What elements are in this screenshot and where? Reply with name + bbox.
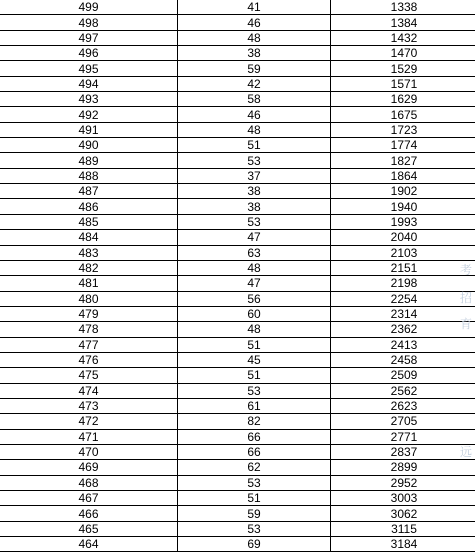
count-cell: 66	[178, 444, 331, 459]
score-cell: 493	[0, 92, 178, 107]
score-cell: 498	[0, 15, 178, 30]
score-cell: 481	[0, 276, 178, 291]
count-cell: 46	[178, 107, 331, 122]
count-cell: 38	[178, 184, 331, 199]
table-row	[0, 107, 475, 122]
score-cell: 469	[0, 460, 178, 475]
score-cell: 492	[0, 107, 178, 122]
table-row	[0, 398, 475, 413]
score-cell: 467	[0, 491, 178, 506]
count-cell: 59	[178, 61, 331, 76]
cumulative-cell: 2509	[331, 368, 475, 383]
cumulative-cell: 1571	[331, 76, 475, 91]
count-cell: 58	[178, 92, 331, 107]
cumulative-cell: 1902	[331, 184, 475, 199]
table-row	[0, 153, 475, 168]
table-row	[0, 30, 475, 45]
cumulative-cell: 1827	[331, 153, 475, 168]
count-cell: 53	[178, 475, 331, 490]
count-cell: 38	[178, 46, 331, 61]
count-cell: 51	[178, 337, 331, 352]
table-row	[0, 76, 475, 91]
score-cell: 485	[0, 214, 178, 229]
count-cell: 53	[178, 383, 331, 398]
cumulative-cell: 2899	[331, 460, 475, 475]
table-row	[0, 61, 475, 76]
count-cell: 48	[178, 322, 331, 337]
count-cell: 38	[178, 199, 331, 214]
score-cell: 487	[0, 184, 178, 199]
count-cell: 41	[178, 0, 331, 15]
watermark-char: 远	[460, 445, 473, 459]
table-row	[0, 0, 475, 15]
cumulative-cell: 2705	[331, 414, 475, 429]
count-cell: 60	[178, 306, 331, 321]
count-cell: 53	[178, 153, 331, 168]
score-cell: 474	[0, 383, 178, 398]
cumulative-cell: 2254	[331, 291, 475, 306]
score-cell: 471	[0, 429, 178, 444]
watermark-char: 育	[460, 317, 473, 331]
table-row	[0, 199, 475, 214]
table-row	[0, 230, 475, 245]
score-cell: 496	[0, 46, 178, 61]
cumulative-cell: 2562	[331, 383, 475, 398]
cumulative-cell: 1723	[331, 122, 475, 137]
score-cell: 464	[0, 537, 178, 552]
score-cell: 488	[0, 168, 178, 183]
table-row	[0, 15, 475, 30]
count-cell: 53	[178, 214, 331, 229]
cumulative-cell: 1338	[331, 0, 475, 15]
table-row	[0, 429, 475, 444]
score-cell: 482	[0, 260, 178, 275]
score-cell: 478	[0, 322, 178, 337]
count-cell: 46	[178, 15, 331, 30]
score-cell: 472	[0, 414, 178, 429]
cumulative-cell: 2040	[331, 230, 475, 245]
score-cell: 477	[0, 337, 178, 352]
score-cell: 486	[0, 199, 178, 214]
table-row	[0, 122, 475, 137]
score-cell: 490	[0, 138, 178, 153]
cumulative-cell: 2314	[331, 306, 475, 321]
count-cell: 47	[178, 276, 331, 291]
score-cell: 475	[0, 368, 178, 383]
score-cell: 484	[0, 230, 178, 245]
count-cell: 37	[178, 168, 331, 183]
count-cell: 63	[178, 245, 331, 260]
table-row	[0, 245, 475, 260]
cumulative-cell: 2952	[331, 475, 475, 490]
count-cell: 48	[178, 122, 331, 137]
cumulative-cell: 2771	[331, 429, 475, 444]
table-row	[0, 337, 475, 352]
score-cell: 495	[0, 61, 178, 76]
table-row	[0, 460, 475, 475]
cumulative-cell: 2103	[331, 245, 475, 260]
cumulative-cell: 2458	[331, 352, 475, 367]
cumulative-cell: 1940	[331, 199, 475, 214]
cumulative-cell: 2362	[331, 322, 475, 337]
score-cell: 497	[0, 30, 178, 45]
cumulative-cell: 2198	[331, 276, 475, 291]
cumulative-cell: 1629	[331, 92, 475, 107]
cumulative-cell: 3184	[331, 537, 475, 552]
table-row	[0, 352, 475, 367]
table-row	[0, 322, 475, 337]
table-row	[0, 138, 475, 153]
score-cell: 465	[0, 521, 178, 536]
table-row	[0, 92, 475, 107]
count-cell: 82	[178, 414, 331, 429]
cumulative-cell: 3062	[331, 506, 475, 521]
score-cell: 494	[0, 76, 178, 91]
count-cell: 69	[178, 537, 331, 552]
table-row	[0, 506, 475, 521]
score-cell: 483	[0, 245, 178, 260]
cumulative-cell: 1432	[331, 30, 475, 45]
count-cell: 48	[178, 30, 331, 45]
count-cell: 53	[178, 521, 331, 536]
cumulative-cell: 1864	[331, 168, 475, 183]
cumulative-cell: 2837	[331, 444, 475, 459]
cumulative-cell: 2623	[331, 398, 475, 413]
count-cell: 48	[178, 260, 331, 275]
score-cell: 491	[0, 122, 178, 137]
count-cell: 42	[178, 76, 331, 91]
cumulative-cell: 1993	[331, 214, 475, 229]
count-cell: 66	[178, 429, 331, 444]
table-row	[0, 537, 475, 552]
table-row	[0, 306, 475, 321]
count-cell: 62	[178, 460, 331, 475]
table-row	[0, 260, 475, 275]
table-row	[0, 414, 475, 429]
count-cell: 56	[178, 291, 331, 306]
score-cell: 480	[0, 291, 178, 306]
table-row	[0, 46, 475, 61]
score-cell: 466	[0, 506, 178, 521]
table-row	[0, 214, 475, 229]
table-row	[0, 383, 475, 398]
score-cell: 479	[0, 306, 178, 321]
count-cell: 47	[178, 230, 331, 245]
count-cell: 51	[178, 138, 331, 153]
table-row	[0, 368, 475, 383]
count-cell: 51	[178, 368, 331, 383]
table-row	[0, 168, 475, 183]
table-row	[0, 184, 475, 199]
table-row	[0, 491, 475, 506]
cumulative-cell: 2151	[331, 260, 475, 275]
cumulative-cell: 3003	[331, 491, 475, 506]
cumulative-cell: 2413	[331, 337, 475, 352]
table-row	[0, 521, 475, 536]
score-cell: 468	[0, 475, 178, 490]
table-row	[0, 291, 475, 306]
score-cell: 499	[0, 0, 178, 15]
table-row	[0, 444, 475, 459]
score-cell: 476	[0, 352, 178, 367]
cumulative-cell: 1384	[331, 15, 475, 30]
cumulative-cell: 1675	[331, 107, 475, 122]
cumulative-cell: 1470	[331, 46, 475, 61]
watermark-char: 招	[460, 291, 473, 305]
table-row	[0, 475, 475, 490]
cumulative-cell: 1529	[331, 61, 475, 76]
count-cell: 51	[178, 491, 331, 506]
count-cell: 45	[178, 352, 331, 367]
score-cell: 489	[0, 153, 178, 168]
cumulative-cell: 3115	[331, 521, 475, 536]
watermark-char: 考	[460, 263, 473, 277]
count-cell: 59	[178, 506, 331, 521]
table-row	[0, 276, 475, 291]
score-cell: 473	[0, 398, 178, 413]
cumulative-cell: 1774	[331, 138, 475, 153]
score-cell: 470	[0, 444, 178, 459]
count-cell: 61	[178, 398, 331, 413]
